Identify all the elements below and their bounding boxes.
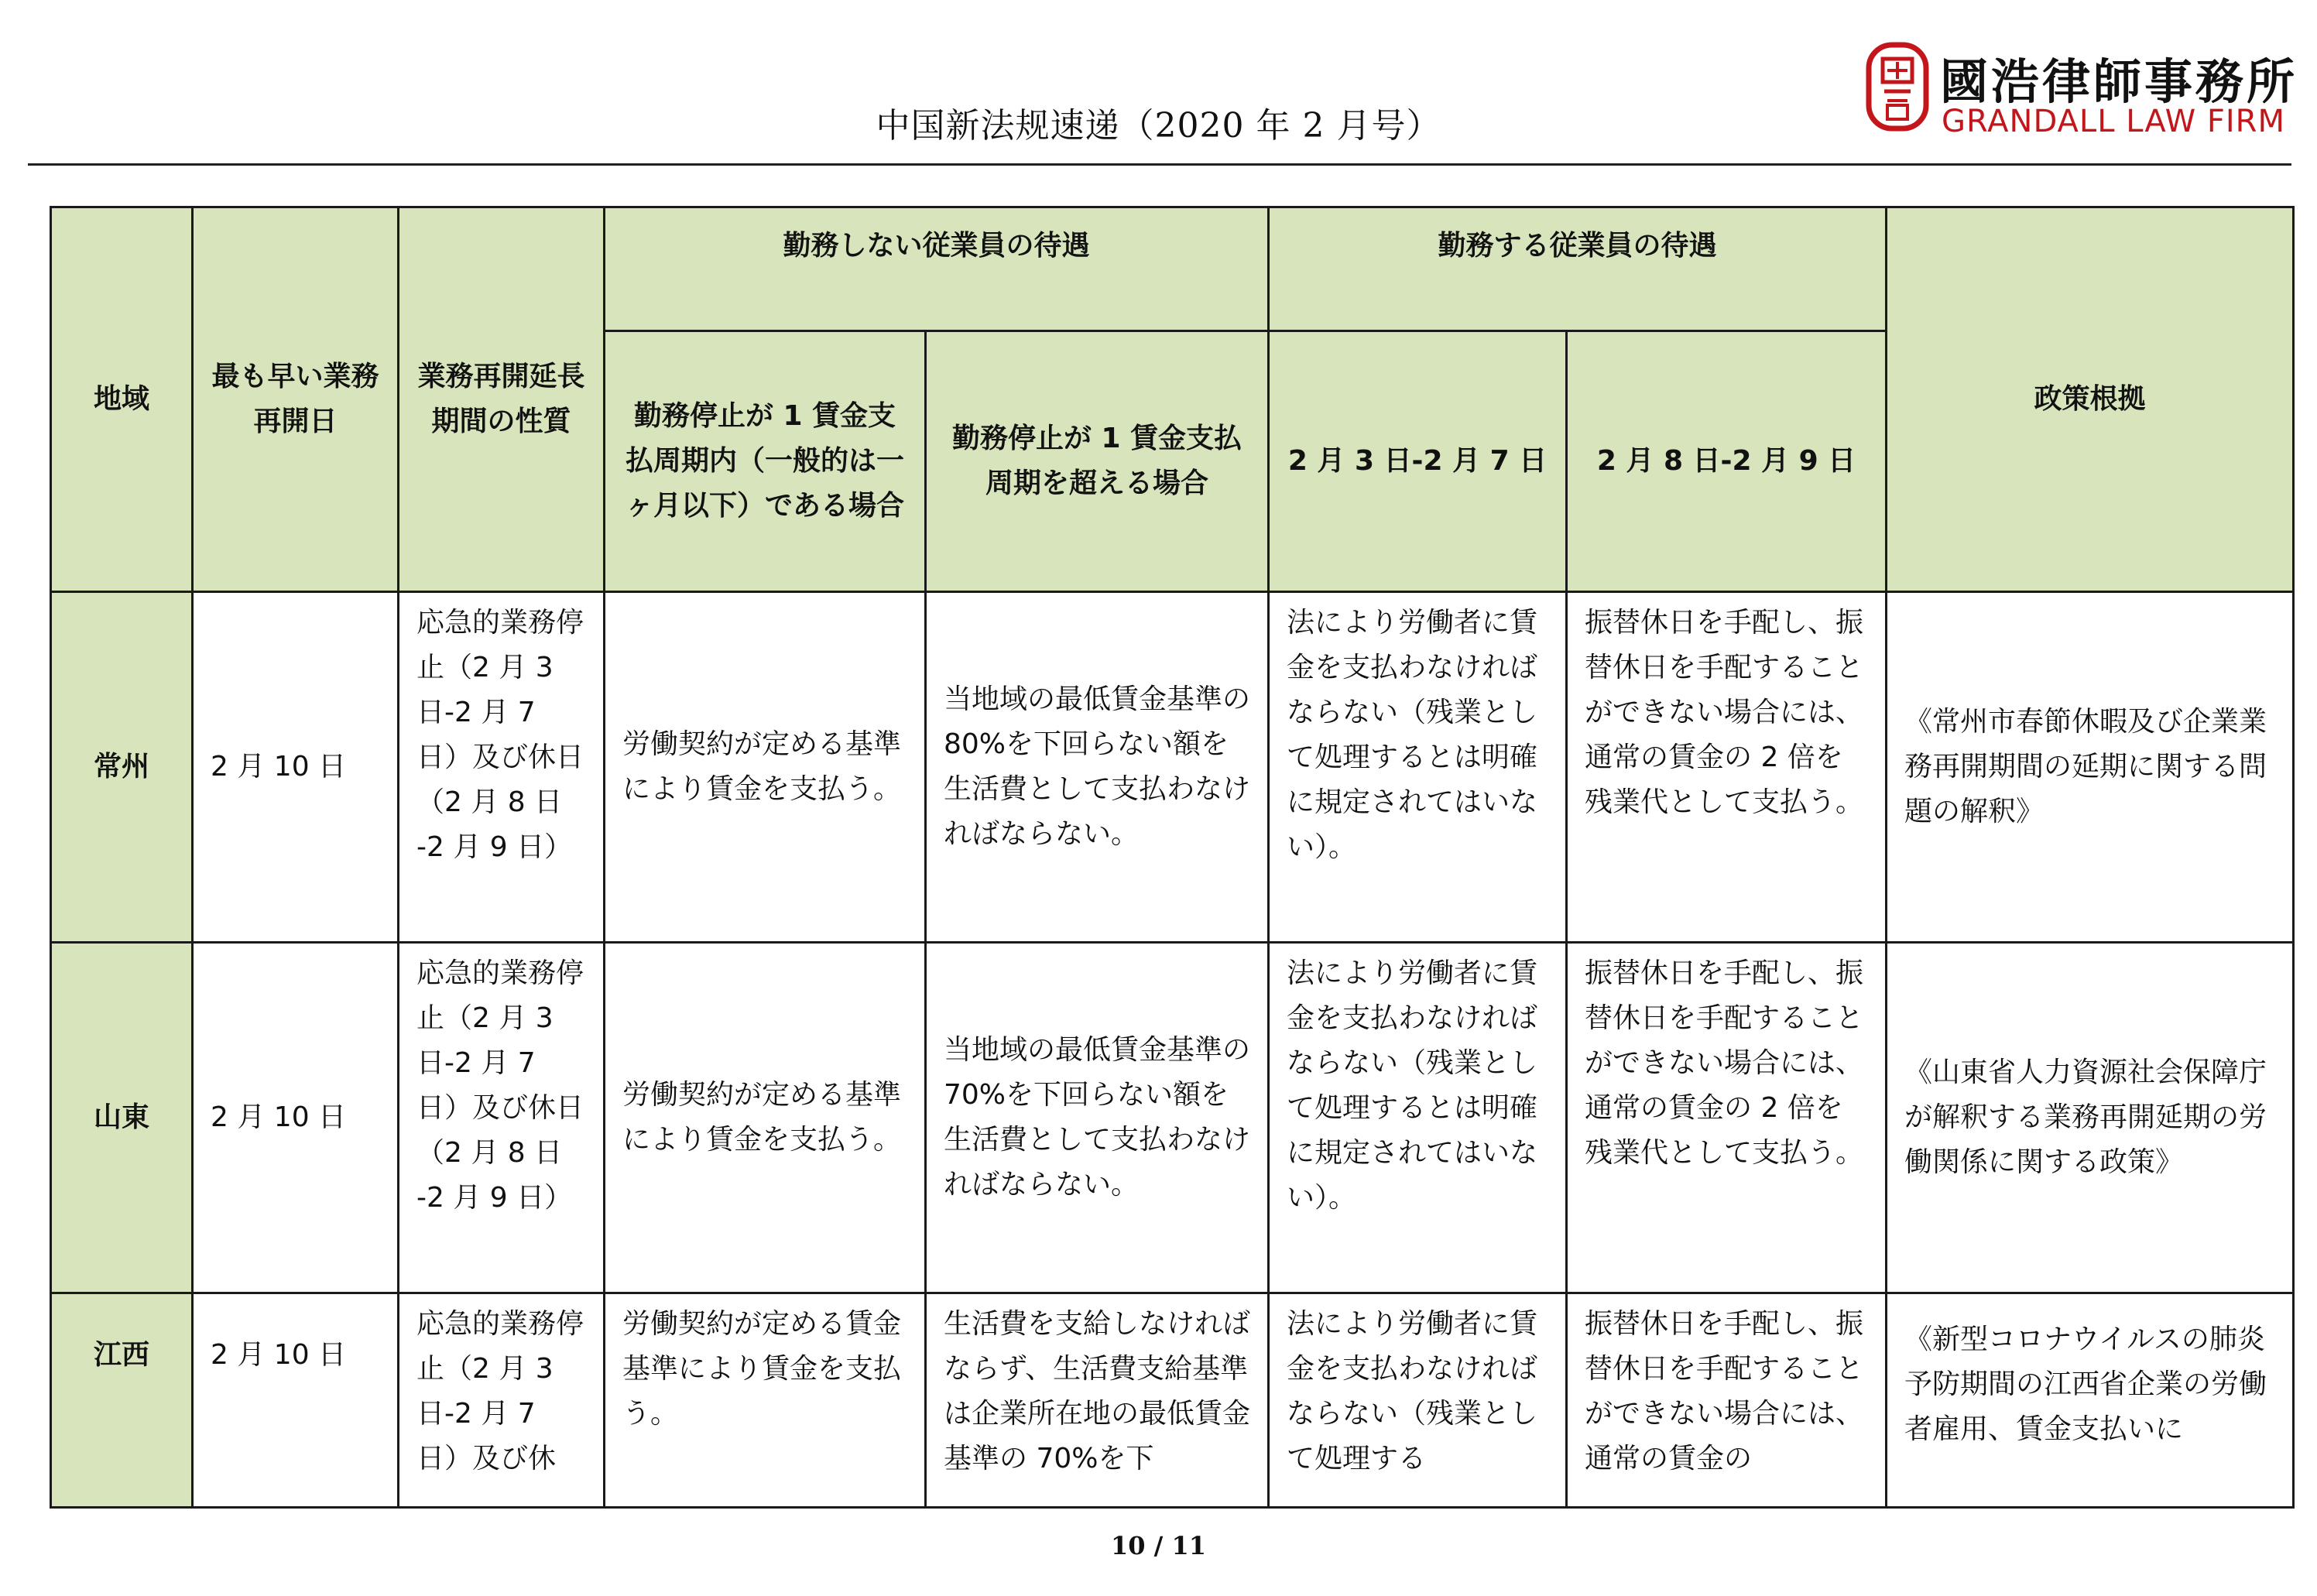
seal-icon [1864,40,1931,133]
over-period-cell: 生活費を支給しなければならず、生活費支給基準は企業所在地の最低賃金基準の 70%を下 [926,1293,1269,1508]
table-row [51,592,2294,943]
logo-english-name: GRANDALL LAW FIRM [1942,104,2285,139]
feb8-9-cell: 振替休日を手配し、振替休日を手配することができない場合には、通常の賃金の 2 倍を残業代として支払う。 [1567,592,1887,943]
table-row [51,1293,2294,1508]
header-non-working-treatment: 勤務しない従業員の待遇 [605,207,1269,331]
policy-table [50,206,2295,1509]
nature-cell: 応急的業務停止（2 月 3 日-2 月 7 日）及び休日（2 月 8 日 -2 月 9 日） [399,592,605,943]
header-divider [28,163,2291,166]
earliest-date-cell: 2 月 10 日 [193,592,399,943]
policy-cell: 《新型コロナウイルスの肺炎予防期間の江西省企業の労働者雇用、賃金支払いに [1887,1293,2294,1508]
within-period-cell: 労働契約が定める賃金基準により賃金を支払う。 [605,1293,926,1508]
header-within-pay-period: 勤務停止が 1 賃金支払周期内（一般的は一ヶ月以下）である場合 [605,331,926,592]
over-period-cell: 当地域の最低賃金基準の 80%を下回らない額を生活費として支払わなければならない。 [926,592,1269,943]
nature-cell: 応急的業務停止（2 月 3 日-2 月 7 日）及び休日（2 月 8 日 -2 月 9 日） [399,943,605,1293]
nature-cell: 応急的業務停止（2 月 3 日-2 月 7 日）及び休 [399,1293,605,1508]
table-row [51,943,2294,1293]
feb8-9-cell: 振替休日を手配し、振替休日を手配することができない場合には、通常の賃金の 2 倍を残業代として支払う。 [1567,943,1887,1293]
header-policy-basis: 政策根拠 [1887,207,2294,592]
policy-cell: 《常州市春節休暇及び企業業務再開期間の延期に関する問題の解釈》 [1887,592,2294,943]
header-earliest-resumption: 最も早い業務再開日 [193,207,399,592]
page-title: 中国新法规速递（2020 年 2 月号） [876,106,1441,146]
region-cell: 山東 [51,943,193,1293]
logo-chinese-name: 國浩律師事務所 [1940,53,2298,110]
header-row-1 [51,207,2294,331]
policy-cell: 《山東省人力資源社会保障庁が解釈する業務再開延期の労働関係に関する政策》 [1887,943,2294,1293]
feb3-7-cell: 法により労働者に賃金を支払わなければならない（残業として処理するとは明確に規定されてはいない）。 [1269,592,1567,943]
header-feb3-feb7: 2 月 3 日-2 月 7 日 [1269,331,1567,592]
header-extension-nature: 業務再開延長期間の性質 [399,207,605,592]
header-feb8-feb9: 2 月 8 日-2 月 9 日 [1567,331,1887,592]
page-number: 10 / 11 [1110,1531,1207,1560]
header-region: 地域 [51,207,193,592]
firm-logo [1864,36,2298,146]
within-period-cell: 労働契約が定める基準により賃金を支払う。 [605,943,926,1293]
earliest-date-cell: 2 月 10 日 [193,1293,399,1508]
feb8-9-cell: 振替休日を手配し、振替休日を手配することができない場合には、通常の賃金の [1567,1293,1887,1508]
header-working-treatment: 勤務する従業員の待遇 [1269,207,1887,331]
over-period-cell: 当地域の最低賃金基準の 70%を下回らない額を生活費として支払わなければならない。 [926,943,1269,1293]
header-over-pay-period: 勤務停止が 1 賃金支払周期を超える場合 [926,331,1269,592]
region-cell: 常州 [51,592,193,943]
within-period-cell: 労働契約が定める基準により賃金を支払う。 [605,592,926,943]
feb3-7-cell: 法により労働者に賃金を支払わなければならない（残業として処理する [1269,1293,1567,1508]
feb3-7-cell: 法により労働者に賃金を支払わなければならない（残業として処理するとは明確に規定されてはいない）。 [1269,943,1567,1293]
region-cell: 江西 [51,1293,193,1508]
earliest-date-cell: 2 月 10 日 [193,943,399,1293]
